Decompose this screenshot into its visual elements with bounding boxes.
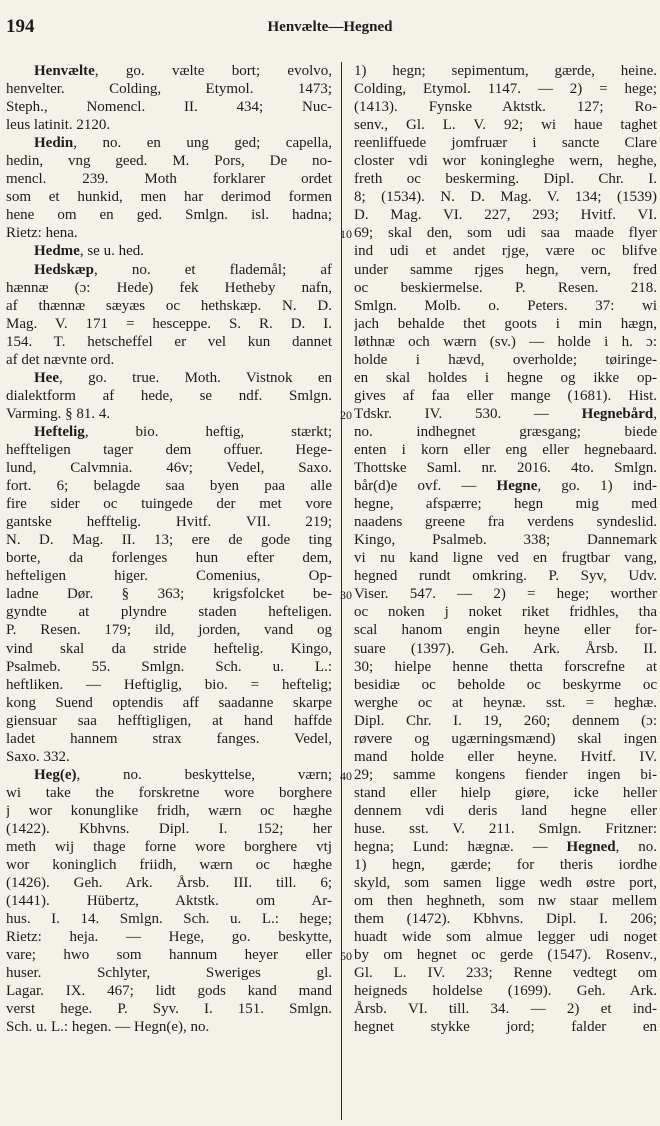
text-line: kong Suend optendis aff saadanne skarpe — [6, 694, 332, 711]
text-line: en skal holdes i hegne og ikke op- — [354, 369, 657, 386]
text-line: Heg(e), no. beskyttelse, værn; — [34, 766, 332, 783]
page-number: 194 — [6, 16, 35, 37]
headword: Heftelig — [34, 423, 85, 440]
headword: Hee — [34, 369, 59, 386]
text-line: Thottske Saml. nr. 2016. 4to. Smlgn. — [354, 460, 657, 477]
page-header — [0, 14, 660, 40]
text-line: Colding, Etymol. 1147. — 2) = hege; — [354, 81, 657, 98]
text-line: hus. I. 14. Smlgn. Sch. u. L.: hege; — [6, 911, 332, 928]
text-line: vi nu kand ligne ved en frugtbar vang, — [354, 550, 657, 567]
text-line: meth wij thage forne wore borghere vtj — [6, 839, 332, 856]
text-line: reenliffuede jomfruær i sancte Clare — [354, 135, 657, 152]
text-line: Henvælte, go. vælte bort; evolvo, — [34, 63, 332, 79]
text-line: røvere og ugærningsmænd) skal ingen — [354, 730, 657, 747]
text-line: bår(d)e ovf. — Hegne, go. 1) ind- — [354, 478, 657, 495]
text-line: lund, Calvmnia. 46v; Vedel, Saxo. — [6, 460, 332, 477]
line-number: 10 — [340, 227, 352, 242]
text-line: vare; hwo som hannum heyer eller — [6, 947, 332, 964]
text-line: jach behalde thet goots i min hægn, — [354, 315, 657, 332]
line-number: 40 — [340, 768, 352, 783]
text-line: enten i korn eller eng eller hegnebaard. — [354, 441, 657, 458]
text-line: Rietz: heja. — Hege, go. beskytte, — [6, 929, 332, 946]
text-line: N. D. Mag. II. 13; ere de gode ting — [6, 532, 332, 549]
text-line: P. Resen. 179; ild, jorden, vand og — [6, 622, 332, 639]
text-line: oc noken j noket riket fridhles, tha — [354, 604, 657, 621]
text-line: Hedskæp, no. et flademål; af — [34, 261, 332, 278]
text-line: giensuar saa hefftigligen, at hand haffde — [6, 712, 332, 729]
text-line: borte, da forlenges hun efter dem, — [6, 550, 332, 567]
text-line: hegne, afspærre; hegn mig med — [354, 496, 657, 513]
text-line: huadt wide som almue legger udi noget — [354, 929, 657, 946]
text-line: hegned rundt omkring. P. Syv, Udv. — [354, 568, 657, 585]
text-line: hegna; Lund: hægnæ. — Hegned, no. — [354, 839, 657, 856]
text-line: besidiæ oc beholde oc beskyrme oc — [354, 676, 657, 693]
line-number: 50 — [340, 949, 352, 964]
text-line: Smlgn. Molb. o. Peters. 37: wi — [354, 297, 657, 314]
text-line: 69; skal den, som udi saa maade flyer — [354, 225, 657, 242]
text-line: Psalmeb. 55. Smlgn. Sch. u. L.: — [6, 658, 332, 675]
text-line: by om hegnet oc gerde (1547). Rosenv., — [354, 947, 657, 964]
text-line: hegnet stykke jord; falder en — [354, 1019, 657, 1036]
text-line: huser. Schlyter, Sweriges gl. — [6, 965, 332, 982]
text-line: fire sider oc tuingede der met vore — [6, 496, 332, 513]
text-line: (1426). Geh. Ark. Årsb. III. till. 6; — [6, 875, 332, 892]
text-line: wi take the forskretne wore borghere — [6, 784, 332, 801]
text-line: mencl. 239. Moth forklarer ordet — [6, 171, 332, 188]
headword: Hegnebård — [581, 405, 654, 422]
text-line: suare (1397). Geh. Ark. Årsb. II. — [354, 640, 657, 657]
text-line: gyndte at plyndre staden hefteligen. — [6, 604, 332, 621]
text-line: j wor konunglike fridh, wærn oc hæghe — [6, 802, 332, 819]
text-line: oc beskiermelse. P. Resen. 218. — [354, 279, 657, 296]
text-line: under samme rjges hegn, vern, fred — [354, 261, 657, 278]
right-column — [354, 62, 657, 1124]
text-line: huse. sst. V. 211. Smlgn. Fritzner: — [354, 820, 657, 837]
headword: Hedskæp — [34, 261, 95, 278]
text-line: (1441). Hübertz, Aktstk. om Ar- — [6, 893, 332, 910]
text-line: Mag. V. 171 = hesceppe. S. R. D. I. — [6, 315, 332, 332]
text-line: hene om en ged. Smlgn. isl. hadna; — [6, 207, 332, 224]
text-line: henvelter. Colding, Etymol. 1473; — [6, 81, 332, 98]
text-line: mand holde eller heyne. Hvitf. IV. — [354, 748, 657, 765]
text-line: hefteligen higer. Comenius, Op- — [6, 568, 332, 585]
text-line: Saxo. 332. — [6, 748, 70, 765]
text-line: dialektform af hede, se ndf. Smlgn. — [6, 387, 332, 404]
text-line: dennem vdi deris land hegne eller — [354, 802, 657, 819]
left-column — [6, 62, 332, 1124]
text-line: Heftelig, bio. heftig, stærkt; — [34, 423, 332, 440]
text-line: Lagar. IX. 467; lidt gods kand mand — [6, 983, 332, 1000]
text-line: 8; (1534). N. D. Mag. V. 134; (1539) — [354, 189, 657, 206]
headword: Heg(e) — [34, 766, 77, 783]
text-line: no. indhegnet græsgang; biede — [354, 423, 657, 440]
text-line: af det nævnte ord. — [6, 351, 115, 368]
headword: Hegned — [566, 839, 616, 856]
headword: Henvælte — [34, 63, 95, 79]
line-number: 30 — [340, 588, 352, 603]
text-line: D. Mag. VI. 227, 293; Hvitf. VI. — [354, 207, 657, 224]
headword: Hegne — [496, 478, 538, 495]
text-line: naadens greene fra verdens syndeslid. — [354, 514, 657, 531]
running-head: Henvælte—Hegned — [267, 19, 393, 35]
text-line: vind skal da stride heftelig. Kingo, — [6, 640, 332, 657]
text-line: løthnæ och wærn (sv.) — holde i h. ɔ: — [354, 333, 657, 350]
text-line: heigneds holdelse (1699). Geh. Ark. — [354, 983, 657, 1000]
text-line: Viser. 547. — 2) = hege; worther — [354, 586, 657, 603]
text-line: 1) hegn, gærde; for theris iordhe — [354, 857, 657, 874]
text-line: senv., Gl. L. V. 92; wi haue taghet — [354, 117, 657, 134]
text-line: Sch. u. L.: hegen. — Hegn(e), no. — [6, 1019, 210, 1036]
text-line: skyld, som samen ligge wedh østre port, — [354, 875, 657, 892]
text-line: om then heghneth, som nw staar mellem — [354, 893, 657, 910]
text-line: 1) hegn; sepimentum, gærde, heine. — [354, 63, 657, 79]
text-line: werghe oc at heynæ. sst. = heghæ. — [354, 694, 657, 711]
text-line: 29; samme kongens fiender ingen bi- — [354, 766, 657, 783]
text-line: ladne Dør. § 363; krigsfolcket be- — [6, 586, 332, 603]
text-line: gives af faa eller mange (1681). Hist. — [354, 387, 657, 404]
text-line: af thænnæ sæyæs oc hethskæp. N. D. — [6, 297, 332, 314]
text-line: ladet hannem strax fanges. Vedel, — [6, 730, 332, 747]
text-line: hænnæ (ɔ: Hede) fek Hetheby nafn, — [6, 279, 332, 296]
text-line: heffteligen tager dem offuer. Hege- — [6, 441, 332, 458]
text-line: Varming. § 81. 4. — [6, 405, 111, 422]
text-line: stand eller hielp giøre, icke heller — [354, 784, 657, 801]
text-line: Steph., Nomencl. II. 434; Nuc- — [6, 99, 332, 116]
text-line: freth oc beskerming. Dipl. Chr. I. — [354, 171, 657, 188]
text-line: verst hege. P. Syv. I. 151. Smlgn. — [6, 1001, 332, 1018]
text-line: closter vdi wor koningleghe wern, heghe, — [354, 153, 657, 170]
text-line: leus latinit. 2120. — [6, 117, 111, 134]
text-line: holde i hævd, overholde; tøiringe- — [354, 351, 657, 368]
text-line: Hedme, se u. hed. — [34, 243, 144, 260]
text-line: Hedin, no. en ung ged; capella, — [34, 135, 332, 152]
text-line: (1422). Kbhvns. Dipl. I. 152; her — [6, 820, 332, 837]
text-line: Hee, go. true. Moth. Vistnok en — [34, 369, 332, 386]
text-line: Kingo, Psalmeb. 338; Dannemark — [354, 532, 657, 549]
text-line: som et hunkid, men har derimod formen — [6, 189, 332, 206]
text-line: Rietz: hena. — [6, 225, 78, 242]
text-line: 154. T. hetscheffel er vel kun dannet — [6, 333, 332, 350]
text-line: heftliken. — Heftiglig, bio. = heftelig; — [6, 676, 332, 693]
text-line: wor koninglich friidh, wærn oc hæghe — [6, 857, 332, 874]
text-line: Tdskr. IV. 530. — Hegnebård, — [354, 405, 657, 422]
headword: Hedin — [34, 135, 74, 152]
text-line: Gl. L. IV. 233; Renne vedtegt om — [354, 965, 657, 982]
text-line: ind udi et andet rjge, være oc blifve — [354, 243, 657, 260]
text-line: hedin, vng geed. M. Pors, De no- — [6, 153, 332, 170]
text-line: them (1472). Kbhvns. Dipl. I. 206; — [354, 911, 657, 928]
text-line: scal hanom engin heyne eller for- — [354, 622, 657, 639]
text-line: 30; hielpe henne thetta forscrefne at — [354, 658, 657, 675]
line-number: 20 — [340, 407, 352, 422]
headword: Hedme — [34, 243, 80, 260]
text-line: (1413). Fynske Aktstk. 127; Ro- — [354, 99, 657, 116]
text-line: gantske hefftelig. Hvitf. VII. 219; — [6, 514, 332, 531]
text-line: fort. 6; belagde saa byen paa alle — [6, 478, 332, 495]
text-line: Dipl. Chr. I. 19, 260; dennem (ɔ: — [354, 712, 657, 729]
text-line: Årsb. VI. till. 34. — 2) et ind- — [354, 1001, 657, 1018]
